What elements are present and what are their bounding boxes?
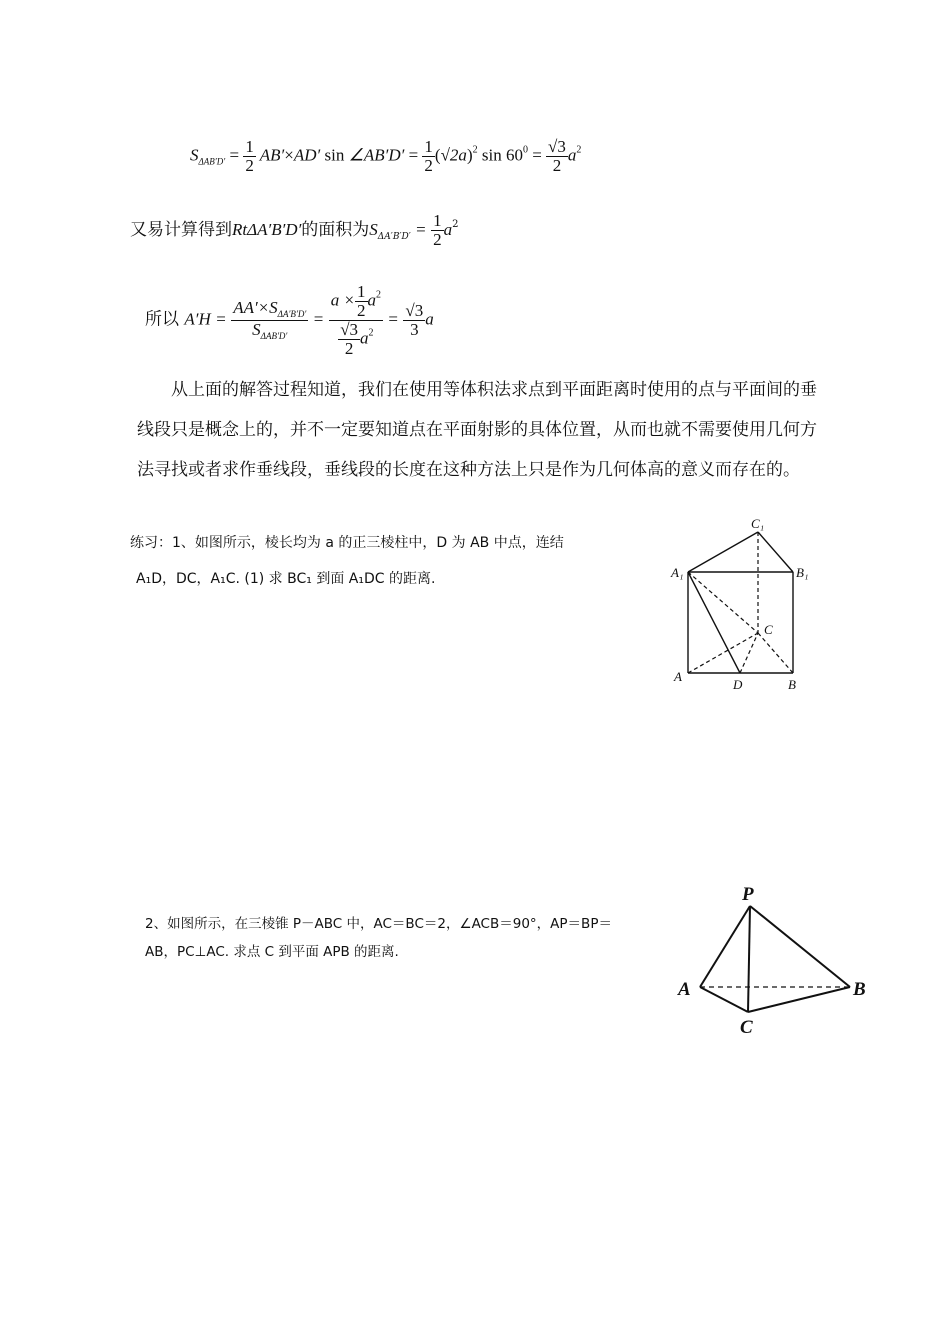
edge-cb [748,987,850,1012]
label-a1: A₁ [671,565,684,580]
exercise-1-line2: A₁D，DC，A₁C. (1) 求 BC₁ 到面 A₁DC 的距离. [136,571,436,587]
label-b1: B₁ [796,565,809,580]
exercise-1 [130,525,650,597]
edge-pa [700,906,750,987]
edge-a1c1 [688,532,758,572]
explanation-paragraph: 从上面的解答过程知道，我们在使用等体积法求点到平面距离时使用的点与平面间的垂线段只是概念上的，并不一定要知道点在平面射影的具体位置，从而也就不需要使用几何方法寻找或者求作垂线段，垂线段的长度在这种方法上只是作为几何体高的意义而存在的。 [137,380,817,480]
sin: sin [324,145,345,165]
degree: 0 [522,144,528,156]
edge-c1b1 [758,532,793,572]
num-a2: a [367,290,376,310]
edge-ac [700,987,748,1012]
equals: = [216,309,226,329]
fraction-result [403,302,425,339]
frac-den: 3 [410,319,419,339]
label-b: B [788,677,796,692]
triangle: RtΔA′B′D′ [232,219,302,239]
fraction-compound [329,283,383,357]
frac-den: 2 [344,338,354,358]
s-symbol: S [190,145,199,165]
frac-num: √3 [405,300,424,320]
equals: = [408,145,419,165]
term-ad: AD′ [293,145,321,165]
exercise-2 [145,910,675,966]
label-c1: C₁ [751,516,765,531]
frac-num: 1 [424,137,433,156]
num-text: AA′×S [233,298,278,318]
fraction-root3-2 [338,321,360,358]
frac-num: 1 [357,282,366,301]
frac-num [329,283,383,321]
text-suffix: 的面积为 [301,219,370,240]
fraction-half [243,138,256,175]
fraction-half [355,283,368,320]
equals: = [229,145,240,165]
sup-2: 2 [576,144,582,156]
label-a: A [678,979,691,1000]
sup-2: 2 [376,289,381,301]
s-subscript: ΔA′B′D′ [377,231,411,242]
frac-num: √3 [340,319,359,339]
edge-cb [758,633,793,673]
s-symbol: S [369,219,378,239]
paren: ) [466,145,473,165]
edge-pb [750,906,850,987]
var-a: a [443,219,453,239]
formula-area-ab-d [190,138,581,175]
label-c: C [764,622,773,637]
segment-dc [740,633,758,673]
fraction-root3-2 [546,138,568,175]
label-a: A [674,669,682,684]
frac-den: 2 [552,155,562,175]
prism-figure [660,510,820,700]
angle: ∠AB′D′ [348,145,405,165]
sin60: sin 60 [481,145,523,165]
den-text: S [252,319,261,339]
equals: = [532,145,542,165]
den-sub: ΔAB′D′ [260,330,288,341]
frac-den: 2 [424,155,433,175]
formula-distance [145,283,434,357]
tetrahedron-figure [670,880,880,1045]
var-a: a [425,309,434,329]
sup-2: 2 [452,218,459,230]
label-p: P [742,884,754,905]
formula-area-a-b-d [130,212,459,249]
exercise-2-line2: AB，PC⊥AC. 求点 C 到平面 APB 的距离. [145,944,399,960]
num-a: a × [330,290,355,310]
frac-num: 1 [245,137,254,156]
fraction-volume [231,299,308,341]
label-d: D [733,677,743,692]
var-a: a [567,145,577,165]
equals: = [416,219,426,239]
edge-pc [748,906,750,1012]
label-c: C [740,1017,753,1038]
fraction-half-2 [422,138,435,175]
s-subscript: ΔAB′D′ [198,156,226,167]
text-prefix: 又易计算得到 [130,219,232,240]
frac-den [329,321,383,358]
equals: = [388,309,398,329]
num-sub: ΔA′B′D′ [277,309,307,320]
frac-num: √3 [548,137,566,156]
exercise-1-line1: 练习：1、如图所示，棱长均为 a 的正三棱柱中，D 为 AB 中点，连结 [130,535,564,551]
label-b: B [853,979,866,1000]
frac-den: 2 [433,229,442,249]
sup-2: 2 [368,326,374,338]
text-prefix: 所以 [145,309,179,330]
times: × [284,145,294,165]
frac-num [231,299,308,320]
frac-num: 1 [433,211,442,230]
exercise-2-line1: 2、如图所示，在三棱锥 P－ABC 中，AC＝BC＝2，∠ACB＝90°，AP＝BP＝ [145,916,612,932]
lhs: A′H [184,309,211,329]
term-ab: AB′ [259,145,285,165]
frac-den: 2 [357,300,366,320]
paren: ( [434,145,441,165]
sqrt2a: √2a [440,145,467,165]
equals: = [313,309,324,329]
frac-den [231,321,308,341]
fraction-half [431,212,444,249]
den-a: a [360,327,369,347]
square: 2 [472,144,478,156]
segment-a1c [688,572,758,633]
frac-den: 2 [245,155,254,175]
